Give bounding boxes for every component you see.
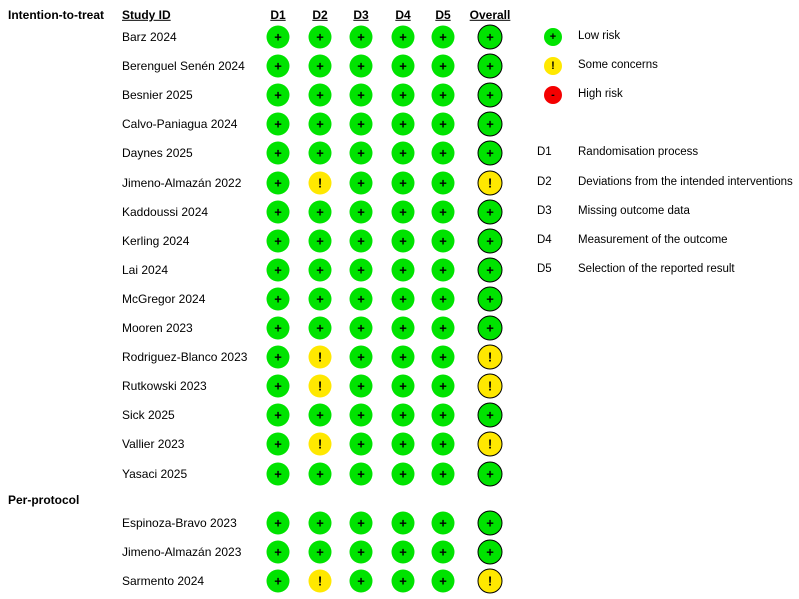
plus-icon: +: [439, 544, 447, 560]
plus-icon: +: [274, 58, 282, 74]
domain-rating-circle: [392, 258, 415, 281]
domain-rating-circle: [267, 462, 290, 485]
overall-rating-circle: [478, 461, 503, 486]
plus-icon: +: [486, 515, 494, 531]
plus-icon: +: [357, 320, 365, 336]
domain-description: Measurement of the outcome: [578, 233, 728, 246]
domain-rating-circle: [309, 229, 332, 252]
plus-icon: +: [439, 262, 447, 278]
plus-icon: +: [399, 515, 407, 531]
study-name: Rutkowski 2023: [122, 378, 207, 393]
plus-icon: +: [357, 175, 365, 190]
study-name: Barz 2024: [122, 29, 177, 44]
legend-label: Some concerns: [578, 59, 658, 72]
domain-rating-circle: [350, 317, 373, 340]
legend-rating-circle: [544, 57, 562, 75]
plus-icon: +: [486, 58, 494, 74]
domain-rating-circle: [309, 142, 332, 165]
plus-icon: +: [274, 29, 282, 45]
overall-rating-circle: [478, 112, 503, 137]
plus-icon: +: [316, 145, 324, 161]
overall-rating-circle: [478, 316, 503, 341]
plus-icon: +: [486, 145, 494, 161]
plus-icon: +: [439, 87, 447, 103]
plus-icon: +: [316, 407, 324, 423]
plus-icon: +: [357, 407, 365, 423]
column-header-overall: Overall: [469, 7, 511, 22]
plus-icon: +: [357, 233, 365, 249]
domain-rating-circle: [267, 317, 290, 340]
plus-icon: +: [399, 116, 407, 132]
domain-rating-circle: [432, 287, 455, 310]
domain-rating-circle: [309, 462, 332, 485]
plus-icon: +: [439, 349, 447, 365]
domain-rating-circle: [392, 462, 415, 485]
plus-icon: +: [439, 573, 447, 589]
domain-code: D4: [537, 233, 552, 246]
domain-rating-circle: [350, 142, 373, 165]
domain-rating-circle: [432, 171, 455, 194]
overall-rating-circle: [478, 374, 503, 399]
domain-rating-circle: [350, 346, 373, 369]
plus-icon: +: [357, 466, 365, 481]
column-header-d2: D2: [312, 7, 328, 22]
plus-icon: +: [549, 30, 557, 43]
domain-rating-circle: [350, 258, 373, 281]
domain-rating-circle: [432, 570, 455, 593]
domain-rating-circle: [309, 26, 332, 49]
study-name: Mooren 2023: [122, 320, 193, 335]
overall-rating-circle: [478, 345, 503, 370]
minus-icon: -: [551, 88, 555, 101]
overall-rating-circle: [478, 199, 503, 224]
study-name: Lai 2024: [122, 262, 169, 277]
domain-code: D2: [537, 175, 552, 188]
plus-icon: +: [357, 29, 365, 45]
domain-rating-circle: [350, 26, 373, 49]
overall-rating-circle: [478, 403, 503, 428]
plus-icon: +: [399, 320, 407, 336]
domain-rating-circle: [309, 433, 332, 456]
domain-rating-circle: [350, 84, 373, 107]
plus-icon: +: [439, 407, 447, 423]
domain-rating-circle: [267, 433, 290, 456]
plus-icon: +: [274, 233, 282, 249]
exclamation-icon: !: [317, 436, 323, 452]
plus-icon: +: [357, 204, 365, 220]
domain-rating-circle: [309, 84, 332, 107]
plus-icon: +: [439, 145, 447, 161]
domain-rating-circle: [392, 404, 415, 427]
plus-icon: +: [357, 145, 365, 161]
column-header-d3: D3: [353, 7, 369, 22]
plus-icon: +: [316, 544, 324, 560]
plus-icon: +: [439, 233, 447, 249]
domain-rating-circle: [309, 200, 332, 223]
plus-icon: +: [399, 145, 407, 161]
domain-code: D5: [537, 262, 552, 275]
plus-icon: +: [399, 291, 407, 307]
domain-rating-circle: [392, 512, 415, 535]
plus-icon: +: [399, 233, 407, 249]
plus-icon: +: [357, 262, 365, 278]
plus-icon: +: [399, 544, 407, 560]
plus-icon: +: [399, 87, 407, 103]
domain-rating-circle: [309, 258, 332, 281]
plus-icon: +: [357, 573, 365, 589]
plus-icon: +: [399, 436, 407, 452]
domain-rating-circle: [267, 258, 290, 281]
study-name: Yasaci 2025: [122, 466, 188, 481]
domain-rating-circle: [392, 200, 415, 223]
domain-rating-circle: [267, 84, 290, 107]
domain-description: Randomisation process: [578, 146, 699, 159]
plus-icon: +: [274, 145, 282, 161]
domain-rating-circle: [267, 287, 290, 310]
plus-icon: +: [357, 515, 365, 531]
plus-icon: +: [399, 175, 407, 190]
domain-rating-circle: [392, 317, 415, 340]
study-name: Vallier 2023: [122, 437, 185, 452]
plus-icon: +: [274, 87, 282, 103]
plus-icon: +: [439, 378, 447, 394]
study-name: Kerling 2024: [122, 233, 190, 248]
domain-rating-circle: [432, 541, 455, 564]
domain-rating-circle: [350, 113, 373, 136]
domain-rating-circle: [350, 171, 373, 194]
plus-icon: +: [274, 436, 282, 452]
overall-rating-circle: [478, 25, 503, 50]
plus-icon: +: [486, 262, 494, 278]
domain-rating-circle: [350, 404, 373, 427]
plus-icon: +: [357, 291, 365, 307]
plus-icon: +: [439, 175, 447, 190]
overall-rating-circle: [478, 540, 503, 565]
domain-rating-circle: [309, 287, 332, 310]
study-name: Sick 2025: [122, 408, 175, 423]
plus-icon: +: [357, 58, 365, 74]
plus-icon: +: [316, 320, 324, 336]
domain-rating-circle: [432, 113, 455, 136]
domain-rating-circle: [267, 541, 290, 564]
plus-icon: +: [486, 233, 494, 249]
overall-rating-circle: [478, 432, 503, 457]
overall-rating-circle: [478, 170, 503, 195]
domain-rating-circle: [432, 26, 455, 49]
plus-icon: +: [486, 320, 494, 336]
overall-rating-circle: [478, 511, 503, 536]
plus-icon: +: [316, 58, 324, 74]
domain-rating-circle: [350, 433, 373, 456]
plus-icon: +: [439, 515, 447, 531]
plus-icon: +: [486, 204, 494, 220]
domain-code: D3: [537, 204, 552, 217]
plus-icon: +: [357, 87, 365, 103]
domain-rating-circle: [432, 404, 455, 427]
domain-rating-circle: [267, 200, 290, 223]
domain-rating-circle: [350, 462, 373, 485]
study-name: McGregor 2024: [122, 291, 206, 306]
domain-rating-circle: [309, 346, 332, 369]
domain-rating-circle: [432, 433, 455, 456]
domain-rating-circle: [350, 229, 373, 252]
study-name: Kaddoussi 2024: [122, 204, 209, 219]
domain-rating-circle: [432, 346, 455, 369]
overall-rating-circle: [478, 257, 503, 282]
domain-description: Selection of the reported result: [578, 262, 735, 275]
section-label-intention-to-treat: Intention-to-treat: [8, 7, 104, 22]
plus-icon: +: [399, 58, 407, 74]
domain-rating-circle: [309, 570, 332, 593]
study-name: Jimeno-Almazán 2022: [122, 175, 242, 190]
plus-icon: +: [399, 349, 407, 365]
domain-rating-circle: [309, 113, 332, 136]
plus-icon: +: [316, 87, 324, 103]
exclamation-icon: !: [317, 378, 323, 394]
overall-rating-circle: [478, 83, 503, 108]
domain-rating-circle: [350, 375, 373, 398]
domain-rating-circle: [392, 113, 415, 136]
overall-rating-circle: [478, 569, 503, 594]
domain-rating-circle: [267, 113, 290, 136]
plus-icon: +: [357, 116, 365, 132]
domain-rating-circle: [392, 346, 415, 369]
plus-icon: +: [486, 466, 494, 481]
domain-rating-circle: [350, 570, 373, 593]
domain-rating-circle: [392, 287, 415, 310]
plus-icon: +: [274, 407, 282, 423]
domain-rating-circle: [267, 171, 290, 194]
domain-rating-circle: [350, 287, 373, 310]
plus-icon: +: [316, 29, 324, 45]
legend-rating-circle: [544, 86, 562, 104]
plus-icon: +: [274, 262, 282, 278]
domain-rating-circle: [432, 84, 455, 107]
plus-icon: +: [274, 515, 282, 531]
study-name: Sarmento 2024: [122, 573, 205, 588]
domain-rating-circle: [432, 317, 455, 340]
domain-rating-circle: [350, 55, 373, 78]
domain-rating-circle: [432, 142, 455, 165]
plus-icon: +: [399, 466, 407, 481]
plus-icon: +: [316, 291, 324, 307]
plus-icon: +: [316, 466, 324, 481]
domain-rating-circle: [267, 570, 290, 593]
plus-icon: +: [274, 544, 282, 560]
domain-rating-circle: [392, 26, 415, 49]
plus-icon: +: [316, 116, 324, 132]
plus-icon: +: [486, 87, 494, 103]
plus-icon: +: [399, 573, 407, 589]
domain-description: Deviations from the intended interventions: [578, 175, 793, 188]
legend-label: Low risk: [578, 30, 621, 43]
domain-rating-circle: [432, 55, 455, 78]
domain-rating-circle: [267, 55, 290, 78]
domain-rating-circle: [267, 404, 290, 427]
plus-icon: +: [274, 320, 282, 336]
legend-rating-circle: [544, 28, 562, 46]
plus-icon: +: [486, 116, 494, 132]
plus-icon: +: [357, 378, 365, 394]
domain-rating-circle: [392, 541, 415, 564]
plus-icon: +: [439, 58, 447, 74]
domain-rating-circle: [392, 433, 415, 456]
plus-icon: +: [274, 378, 282, 394]
plus-icon: +: [439, 320, 447, 336]
plus-icon: +: [399, 29, 407, 45]
plus-icon: +: [439, 436, 447, 452]
exclamation-icon: !: [487, 349, 493, 365]
exclamation-icon: !: [317, 349, 323, 365]
exclamation-icon: !: [317, 573, 323, 589]
plus-icon: +: [399, 378, 407, 394]
domain-rating-circle: [309, 404, 332, 427]
plus-icon: +: [399, 407, 407, 423]
plus-icon: +: [357, 436, 365, 452]
plus-icon: +: [357, 544, 365, 560]
domain-rating-circle: [267, 142, 290, 165]
plus-icon: +: [274, 573, 282, 589]
study-name: Jimeno-Almazán 2023: [122, 544, 242, 559]
plus-icon: +: [274, 349, 282, 365]
section-label-per-protocol: Per-protocol: [8, 492, 80, 507]
plus-icon: +: [316, 233, 324, 249]
domain-rating-circle: [267, 346, 290, 369]
domain-rating-circle: [392, 570, 415, 593]
domain-description: Missing outcome data: [578, 204, 690, 217]
domain-rating-circle: [309, 171, 332, 194]
plus-icon: +: [357, 349, 365, 365]
domain-rating-circle: [350, 512, 373, 535]
plus-icon: +: [399, 204, 407, 220]
exclamation-icon: !: [487, 436, 493, 452]
domain-rating-circle: [309, 541, 332, 564]
domain-rating-circle: [392, 84, 415, 107]
plus-icon: +: [274, 466, 282, 481]
plus-icon: +: [439, 466, 447, 481]
domain-rating-circle: [392, 171, 415, 194]
column-header-d4: D4: [395, 7, 411, 22]
domain-rating-circle: [392, 55, 415, 78]
plus-icon: +: [439, 291, 447, 307]
study-name: Besnier 2025: [122, 87, 193, 102]
overall-rating-circle: [478, 141, 503, 166]
plus-icon: +: [316, 515, 324, 531]
plus-icon: +: [439, 116, 447, 132]
plus-icon: +: [486, 291, 494, 307]
domain-rating-circle: [432, 375, 455, 398]
plus-icon: +: [316, 262, 324, 278]
domain-rating-circle: [350, 541, 373, 564]
domain-rating-circle: [309, 512, 332, 535]
domain-rating-circle: [432, 200, 455, 223]
column-header-d1: D1: [270, 7, 286, 22]
domain-rating-circle: [392, 375, 415, 398]
study-name: Calvo-Paniagua 2024: [122, 117, 238, 132]
domain-rating-circle: [309, 55, 332, 78]
overall-rating-circle: [478, 286, 503, 311]
study-name: Daynes 2025: [122, 146, 193, 161]
exclamation-icon: !: [487, 378, 493, 394]
plus-icon: +: [274, 116, 282, 132]
study-name: Espinoza-Bravo 2023: [122, 515, 237, 530]
exclamation-icon: !: [487, 573, 493, 589]
plus-icon: +: [486, 407, 494, 423]
plus-icon: +: [274, 291, 282, 307]
plus-icon: +: [399, 262, 407, 278]
domain-rating-circle: [309, 317, 332, 340]
plus-icon: +: [274, 204, 282, 220]
column-header-d5: D5: [435, 7, 451, 22]
domain-rating-circle: [432, 229, 455, 252]
exclamation-icon: !: [551, 59, 555, 72]
domain-rating-circle: [267, 512, 290, 535]
plus-icon: +: [316, 204, 324, 220]
exclamation-icon: !: [487, 175, 493, 190]
domain-rating-circle: [267, 26, 290, 49]
domain-rating-circle: [432, 258, 455, 281]
domain-code: D1: [537, 146, 552, 159]
domain-rating-circle: [350, 200, 373, 223]
legend-label: High risk: [578, 88, 623, 101]
domain-rating-circle: [392, 229, 415, 252]
domain-rating-circle: [432, 462, 455, 485]
plus-icon: +: [439, 29, 447, 45]
domain-rating-circle: [267, 229, 290, 252]
exclamation-icon: !: [317, 175, 323, 190]
domain-rating-circle: [309, 375, 332, 398]
domain-rating-circle: [432, 512, 455, 535]
overall-rating-circle: [478, 228, 503, 253]
plus-icon: +: [486, 544, 494, 560]
overall-rating-circle: [478, 54, 503, 79]
domain-rating-circle: [267, 375, 290, 398]
study-name: Rodriguez-Blanco 2023: [122, 349, 248, 364]
study-name: Berenguel Senén 2024: [122, 58, 245, 73]
domain-rating-circle: [392, 142, 415, 165]
column-header-study-id: Study ID: [122, 7, 171, 22]
plus-icon: +: [439, 204, 447, 220]
plus-icon: +: [274, 175, 282, 190]
plus-icon: +: [486, 29, 494, 45]
